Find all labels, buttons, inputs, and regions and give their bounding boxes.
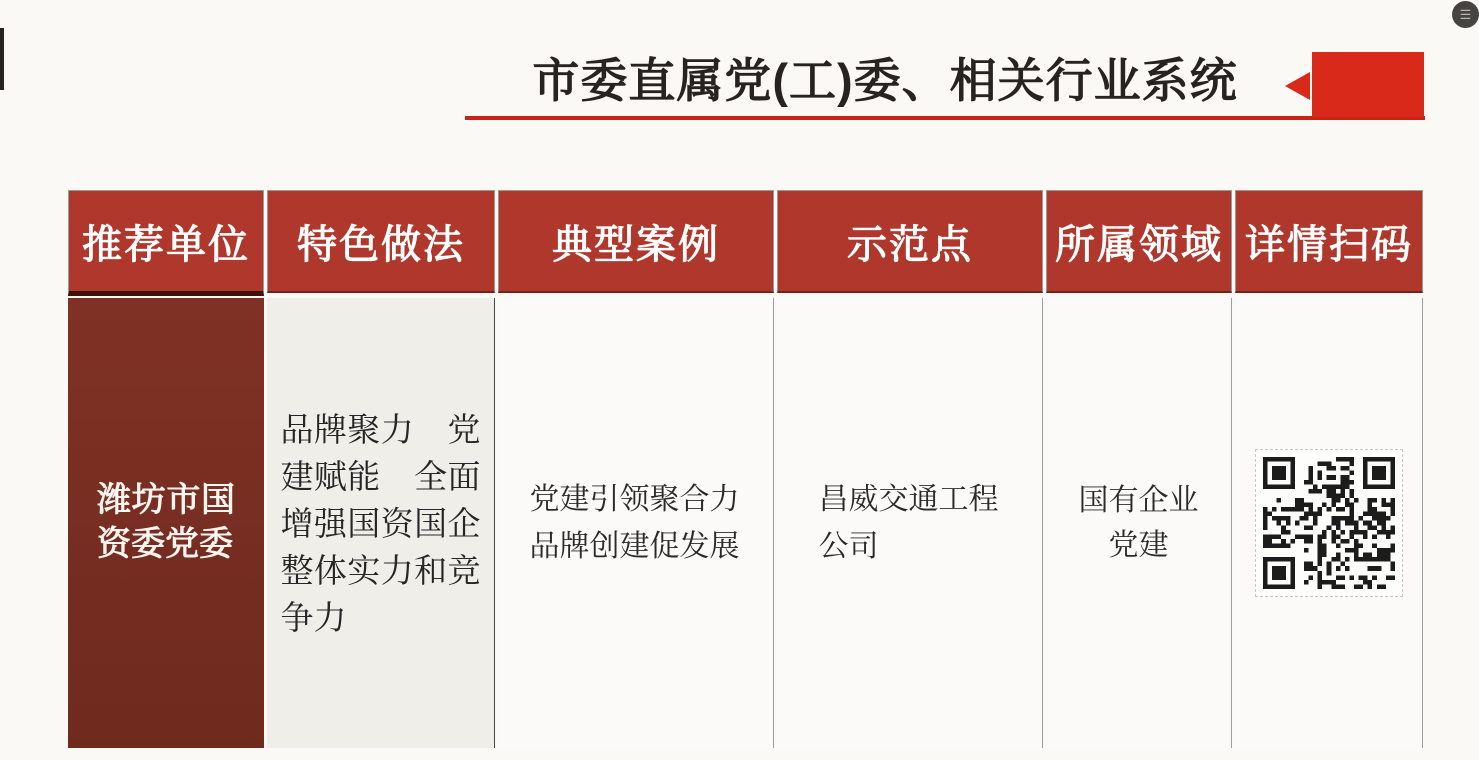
qr-code-image — [1263, 457, 1395, 589]
cell-recommending-unit — [68, 298, 264, 748]
unit-name: 潍坊市国资委党委 — [97, 482, 235, 563]
page-header — [0, 0, 1479, 160]
column-header-practice: 特色做法 — [267, 190, 495, 293]
column-header-qr: 详情扫码 — [1235, 190, 1423, 293]
menu-circle-icon: ☰ — [1459, 7, 1472, 22]
demo-site-text: 昌威交通工程公司 — [818, 483, 999, 563]
left-triangle-icon — [1285, 72, 1310, 100]
practice-text: 品牌聚力 党建赋能 全面增强国资国企整体实力和竞争力 — [280, 410, 481, 636]
info-table — [68, 190, 1423, 748]
page-title: 市委直属党(工)委、相关行业系统 — [532, 54, 1238, 107]
typical-case-text: 党建引领聚合力品牌创建促发展 — [529, 483, 740, 563]
column-header-field: 所属领域 — [1046, 190, 1232, 293]
cell-featured-practice — [267, 298, 495, 748]
qr-code-frame — [1255, 449, 1403, 597]
field-text: 国有企业党建 — [1078, 484, 1199, 562]
title-underline — [465, 116, 1425, 120]
cell-demo-site — [777, 298, 1043, 748]
cell-qr — [1235, 298, 1423, 748]
cell-field — [1046, 298, 1232, 748]
title-red-block — [1312, 52, 1424, 117]
cell-typical-case — [498, 298, 774, 748]
column-header-typical-case: 典型案例 — [498, 190, 774, 293]
column-header-demo-site: 示范点 — [777, 190, 1043, 293]
column-header-unit: 推荐单位 — [68, 190, 264, 296]
